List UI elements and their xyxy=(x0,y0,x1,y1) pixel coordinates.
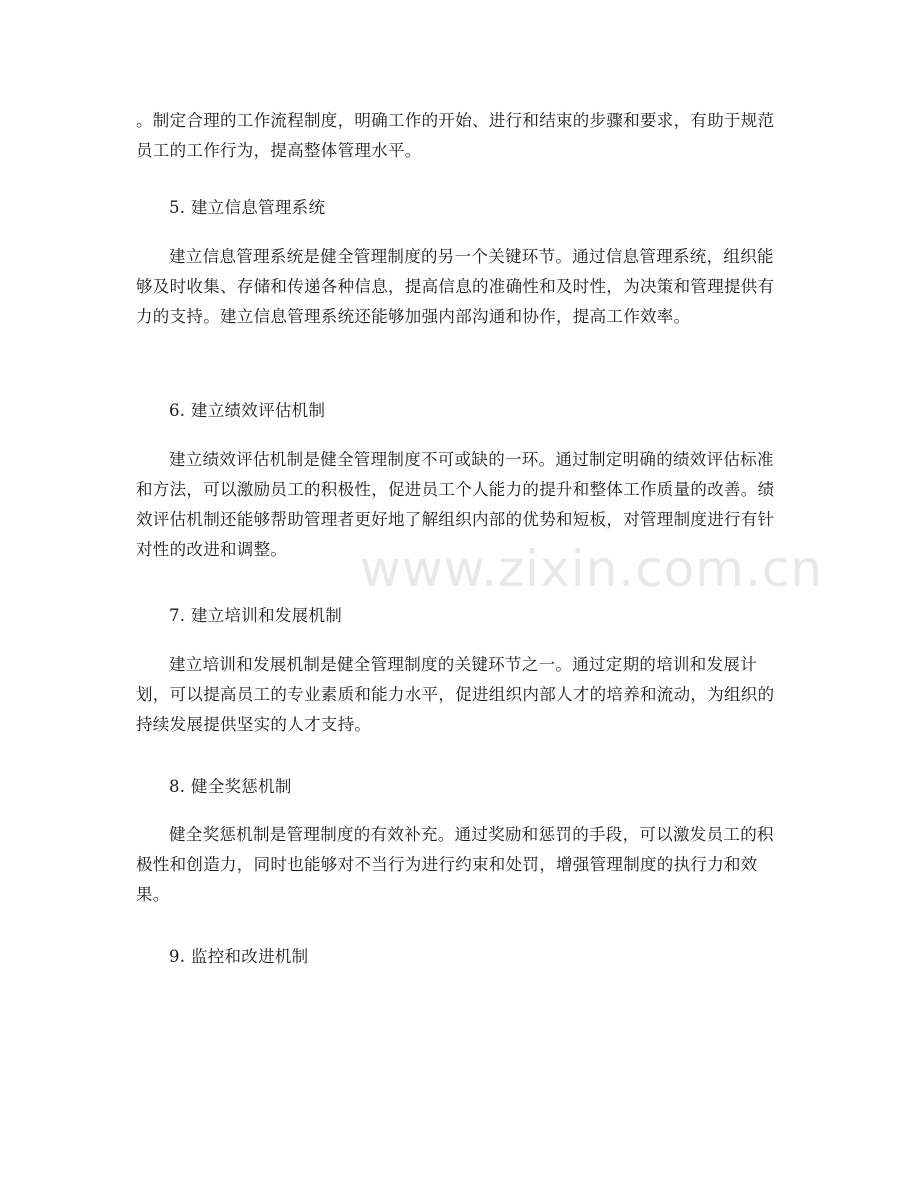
watermark-text: www.zixin.com.cn xyxy=(360,540,824,598)
paragraph-section-8: 健全奖惩机制是管理制度的有效补充。通过奖励和惩罚的手段，可以激发员工的积极性和创造力，同时也能够对不当行为进行约束和处罚，增强管理制度的执行力和效果。 xyxy=(136,825,774,904)
heading-section-7: 7. 建立培训和发展机制 xyxy=(169,606,343,625)
heading-section-5: 5. 建立信息管理系统 xyxy=(169,198,326,217)
paragraph-section-6: 建立绩效评估机制是健全管理制度不可或缺的一环。通过制定明确的绩效评估标准和方法，可以激励员工的积极性，促进员工个人能力的提升和整体工作质量的改善。绩效评估机制还能够帮助管理者更好地了解组织内部的优势和短板，对管理制度进行有针对性的改进和调整。 xyxy=(136,450,775,559)
paragraph-section-7: 建立培训和发展机制是健全管理制度的关键环节之一。通过定期的培训和发展计划，可以提高员工的专业素质和能力水平，促进组织内部人才的培养和流动，为组织的持续发展提供坚实的人才支持。 xyxy=(136,655,775,734)
paragraph-intro-continued: 。制定合理的工作流程制度，明确工作的开始、进行和结束的步骤和要求，有助于规范员工的工作行为，提高整体管理水平。 xyxy=(136,111,775,160)
heading-section-8: 8. 健全奖惩机制 xyxy=(169,777,292,796)
heading-section-6: 6. 建立绩效评估机制 xyxy=(169,401,326,420)
paragraph-section-5: 建立信息管理系统是健全管理制度的另一个关键环节。通过信息管理系统，组织能够及时收集、存储和传递各种信息，提高信息的准确性和及时性，为决策和管理提供有力的支持。建立信息管理系统还能够加强内部沟通和协作，提高工作效率。 xyxy=(136,247,775,326)
heading-section-9: 9. 监控和改进机制 xyxy=(169,947,309,966)
